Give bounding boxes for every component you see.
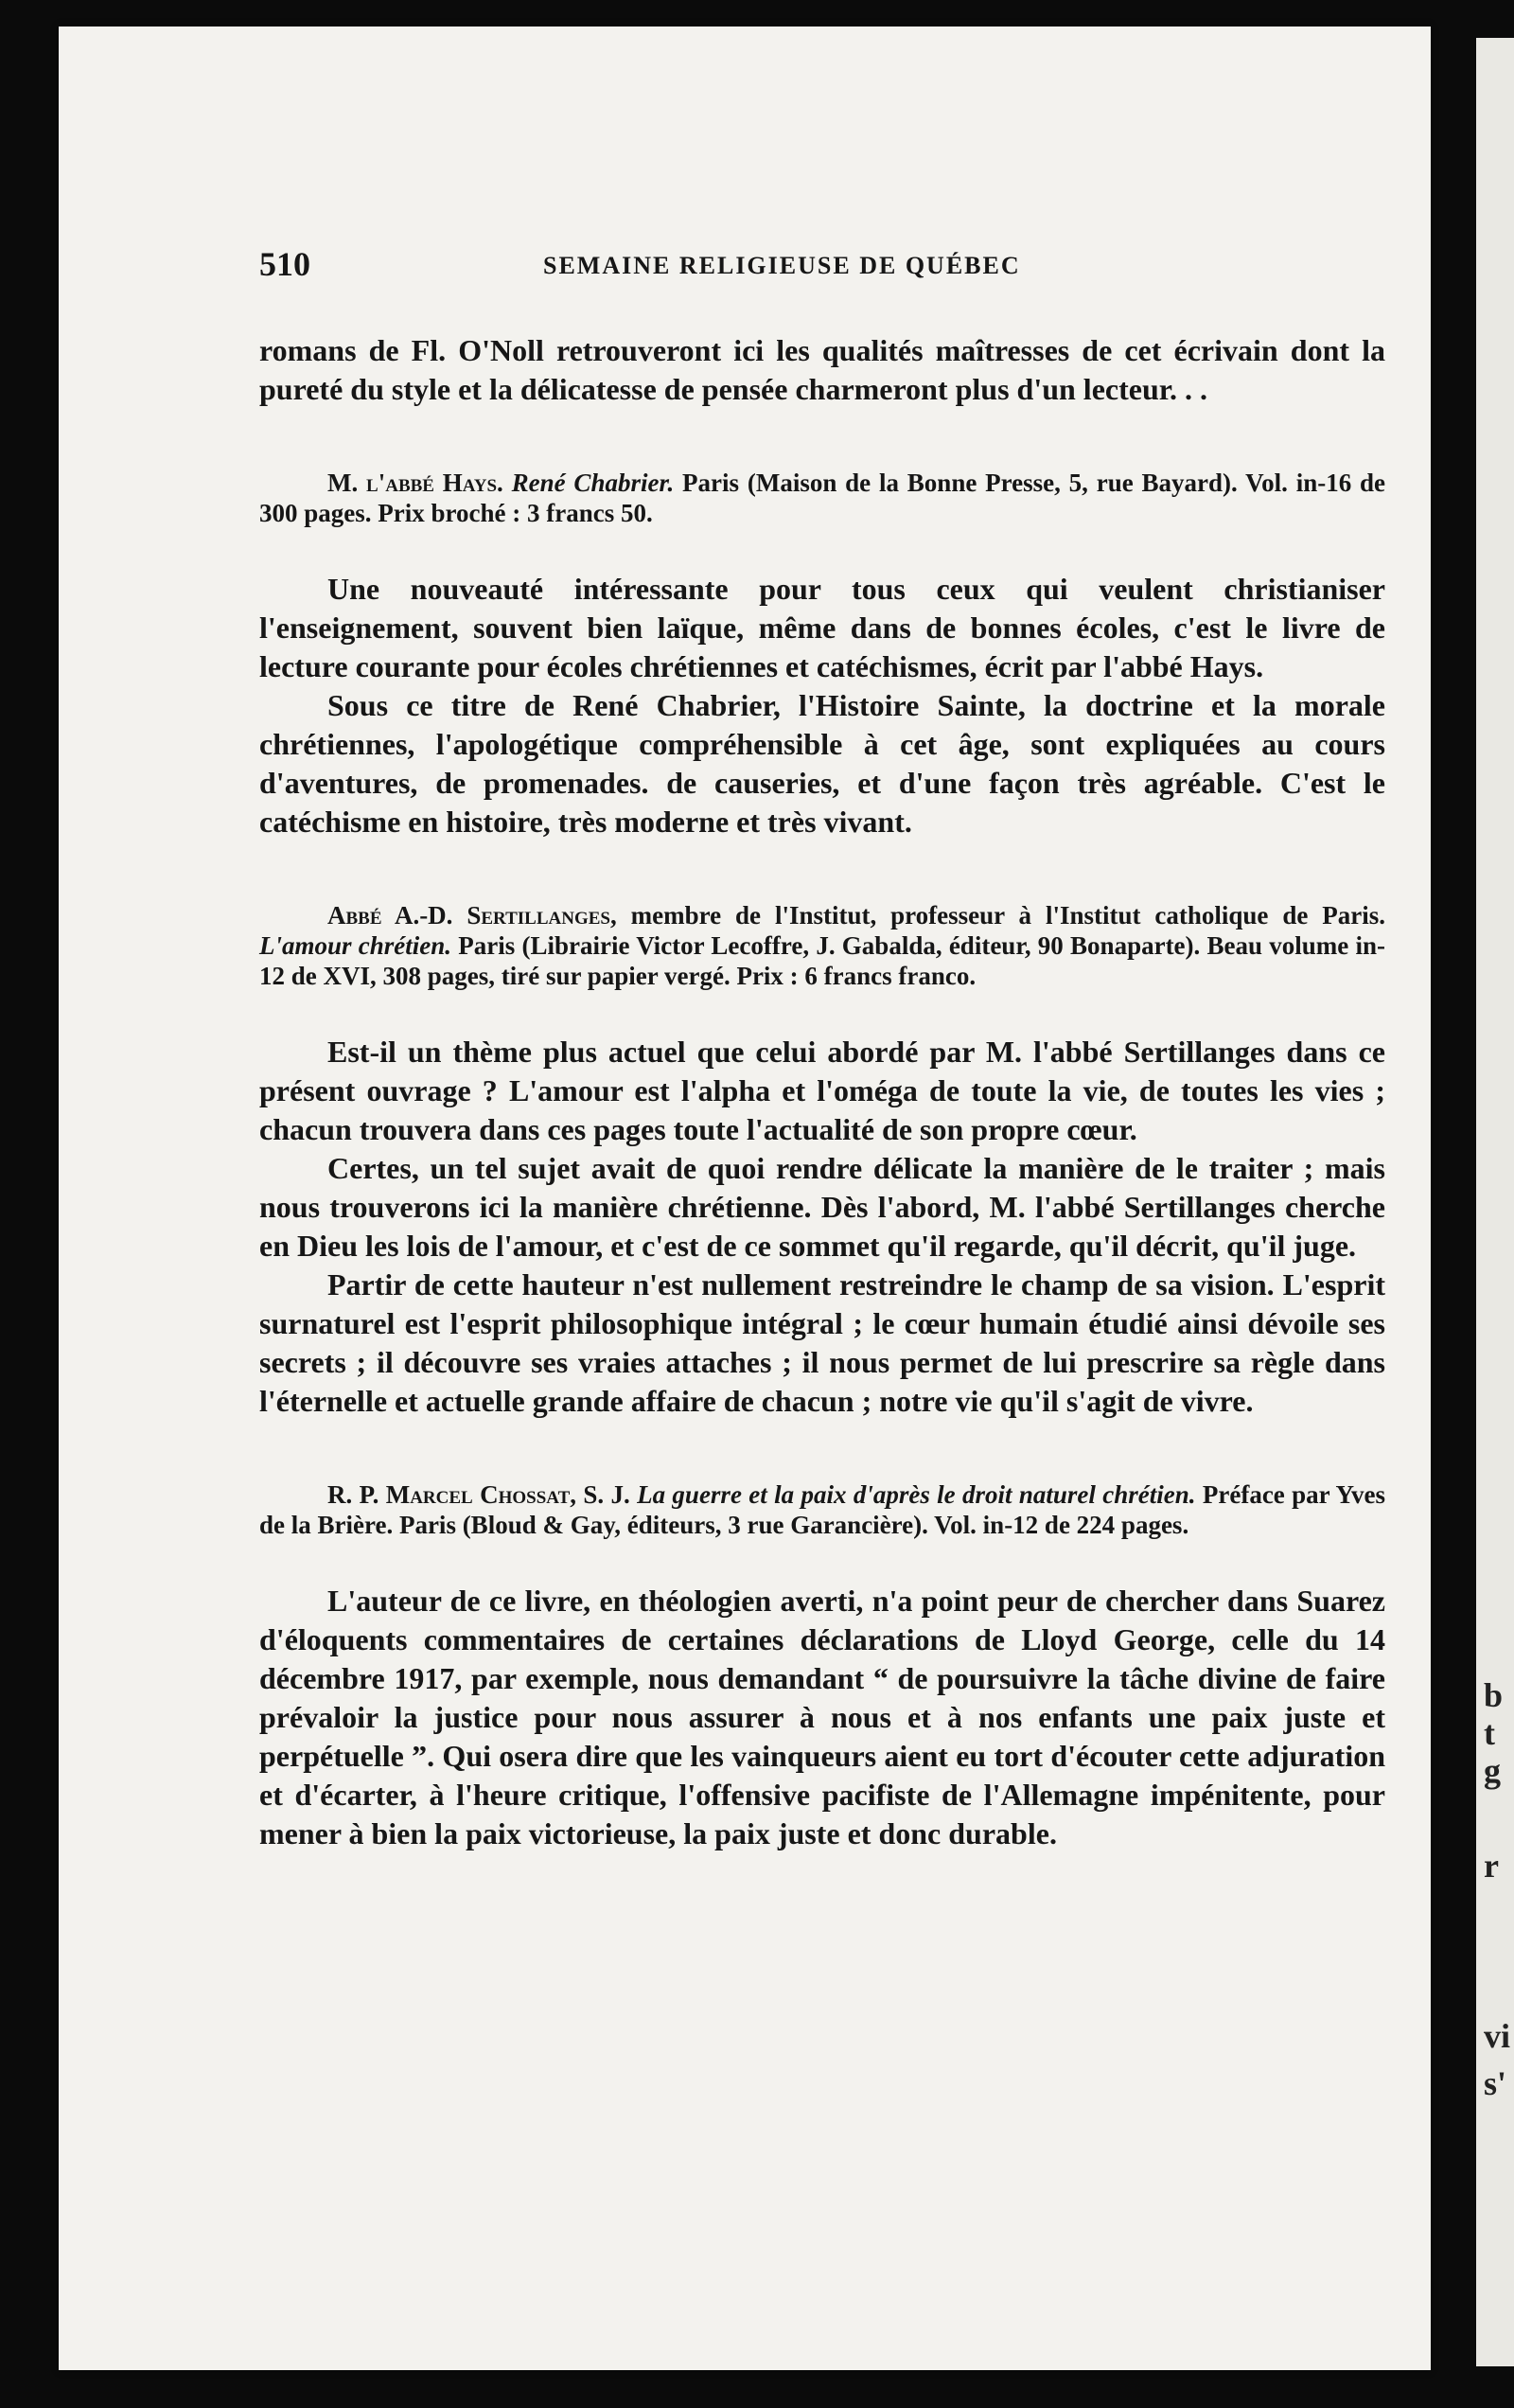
adjacent-fragment: b: [1484, 1676, 1504, 1714]
review-2-details: Paris (Librairie Victor Lecoffre, J. Gabalda, éditeur, 90 Bonaparte). Beau volume in-12 de XVI, 308 pages, tiré sur papier vergé. Prix : 6 francs franco.: [259, 931, 1386, 990]
review-2-paragraph: Partir de cette hauteur n'est nullement restreindre le champ de sa vision. L'esprit surnaturel est l'esprit philosophique intégral ; le cœur humain étudié ainsi dévoile ses secrets ; il découvre ses vraies attaches ; il nous permet de lui prescrire sa règle dans l'éternelle et actuelle grande affaire de chacun ; notre vie qu'il s'agit de vivre.: [259, 1267, 1385, 1418]
adjacent-fragment: g: [1484, 1752, 1501, 1790]
page-content: [259, 244, 1385, 1853]
running-title: SEMAINE RELIGIEUSE DE QUÉBEC: [543, 252, 1021, 279]
review-3-title: La guerre et la paix d'après le droit naturel chrétien.: [637, 1480, 1196, 1509]
review-3-details: Préface par Yves de la Brière. Paris (Bloud & Gay, éditeurs, 3 rue Garancière). Vol. in-12 de 224 pages.: [259, 1480, 1386, 1539]
review-3-paragraph: L'auteur de ce livre, en théologien averti, n'a point peur de chercher dans Suarez d'éloquents commentaires de certaines déclarations de Lloyd George, celle du 14 décembre 1917, par exemple, nous demandant “ de poursuivre la tâche divine de faire prévaloir la justice pour nous assurer à nous et à nos enfants une paix juste et perpétuelle ”. Qui osera dire que les vainqueurs aient eu tort d'écouter cette adjuration et d'écarter, à l'heure critique, l'offensive pacifiste de l'Allemagne impénitente, pour mener à bien la paix victorieuse, la paix juste et donc durable.: [259, 1584, 1385, 1850]
review-2-paragraph: Certes, un tel sujet avait de quoi rendre délicate la manière de le traiter ; mais nous trouverons ici la manière chrétienne. Dès l'abord, M. l'abbé Sertillanges cherche en Dieu les lois de l'amour, et c'est de ce sommet qu'il regarde, qu'il décrit, qu'il juge.: [259, 1151, 1385, 1263]
review-2-reference: [259, 900, 1385, 991]
review-2-author: Abbé A.-D. Sertillanges,: [327, 901, 617, 930]
adjacent-fragment: t: [1484, 1714, 1495, 1752]
review-1-paragraph: Sous ce titre de René Chabrier, l'Histoire Sainte, la doctrine et la morale chrétiennes, l'apologétique compréhensible à cet âge, sont expliquées au cours d'aventures, de promenades. de causeries, et d'une façon très agréable. C'est le catéchisme en histoire, très moderne et très vivant.: [259, 688, 1385, 839]
review-1-author: M. l'abbé Hays.: [327, 469, 503, 497]
review-1-details: Paris (Maison de la Bonne Presse, 5, rue Bayard). Vol. in-16 de 300 pages. Prix broché : 3 francs 50.: [259, 469, 1386, 527]
review-3-author: R. P. Marcel Chossat, S. J.: [327, 1480, 630, 1509]
intro-paragraph: romans de Fl. O'Noll retrouveront ici les qualités maîtresses de cet écrivain dont la pureté du style et la délicatesse de pensée charmeront plus d'un lecteur. . .: [259, 333, 1385, 406]
review-3-reference: [259, 1479, 1385, 1540]
adjacent-fragment: s': [1484, 2064, 1507, 2102]
adjacent-page-edge: [1476, 38, 1514, 2366]
review-1-title: René Chabrier.: [511, 469, 675, 497]
review-1-reference: [259, 468, 1385, 528]
review-2-title: L'amour chrétien.: [259, 931, 451, 960]
review-2-details-pre: membre de l'Institut, professeur à l'Institut catholique de Paris.: [630, 901, 1385, 930]
page-header: [259, 244, 1385, 292]
adjacent-fragment: vi: [1484, 2017, 1511, 2055]
scanned-page: [59, 27, 1431, 2370]
adjacent-fragment: r: [1484, 1847, 1499, 1885]
page-number: 510: [259, 245, 310, 283]
review-1-paragraph: Une nouveauté intéressante pour tous ceux qui veulent christianiser l'enseignement, souvent bien laïque, même dans de bonnes écoles, c'est le livre de lecture courante pour écoles chrétiennes et catéchismes, écrit par l'abbé Hays.: [259, 572, 1385, 683]
review-2-paragraph: Est-il un thème plus actuel que celui abordé par M. l'abbé Sertillanges dans ce présent ouvrage ? L'amour est l'alpha et l'oméga de toute la vie, de toutes les vies ; chacun trouvera dans ces pages toute l'actualité de son propre cœur.: [259, 1035, 1385, 1146]
